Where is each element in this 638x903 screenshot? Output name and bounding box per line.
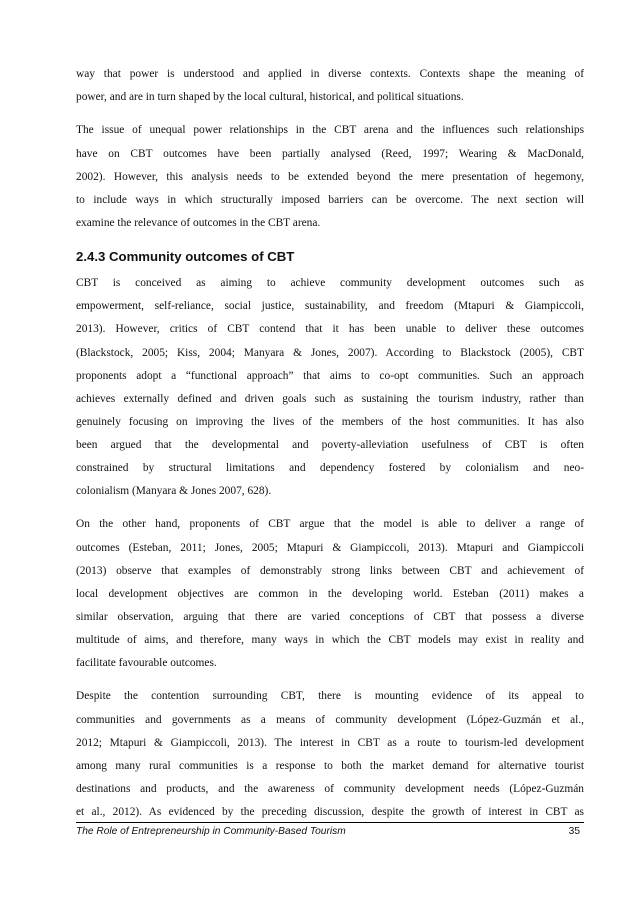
text-line: (2013) observe that examples of demonstrably strong links between CBT and achievement of <box>76 564 584 577</box>
text-line: achieves externally defined and driven goals such as sustaining the tourism industry, rather than <box>76 392 584 405</box>
footer-title: The Role of Entrepreneurship in Community-Based Tourism <box>76 826 346 837</box>
text-line: to include ways in which structurally imposed barriers can be overcome. The next section will <box>76 193 584 206</box>
section-heading: 2.4.3 Community outcomes of CBT <box>76 249 295 265</box>
text-line: destinations and products, and the awareness of community development needs (López-Guzmán <box>76 782 584 795</box>
paragraph <box>76 272 584 503</box>
footer-divider <box>76 822 584 823</box>
text-line: proponents adopt a “functional approach” that aims to co-opt communities. Such an approach <box>76 369 584 382</box>
paragraph <box>76 63 584 109</box>
text-line: 2013). However, critics of CBT contend that it has been unable to deliver these outcomes <box>76 323 584 336</box>
text-line: empowerment, self-reliance, social justice, sustainability, and freedom (Mtapuri & Giampiccoli, <box>76 300 584 313</box>
text-line: outcomes (Esteban, 2011; Jones, 2005; Mtapuri & Giampiccoli, 2013). Mtapuri and Giampiccoli <box>76 541 584 554</box>
text-line: power, and are in turn shaped by the local cultural, historical, and political situations. <box>76 91 464 104</box>
text-line: genuinely focusing on improving the lives of the members of the host communities. It has also <box>76 415 584 428</box>
text-line: local development objectives are common in the developing world. Esteban (2011) makes a <box>76 587 584 600</box>
text-line: colonialism (Manyara & Jones 2007, 628). <box>76 485 272 498</box>
text-line: et al., 2012). As evidenced by the preceding discussion, despite the growth of interest in CBT as <box>76 805 584 818</box>
paragraph <box>76 685 584 824</box>
text-line: On the other hand, proponents of CBT argue that the model is able to deliver a range of <box>76 518 584 531</box>
text-line: 2002). However, this analysis needs to be extended beyond the mere presentation of hegemony, <box>76 170 584 183</box>
text-line: been argued that the developmental and poverty-alleviation usefulness of CBT is often <box>76 438 584 451</box>
text-line: constrained by structural limitations and dependency fostered by colonialism and neo- <box>76 462 584 474</box>
text-line: similar observation, arguing that there are varied conceptions of CBT that possess a diverse <box>76 610 584 623</box>
text-line: CBT is conceived as aiming to achieve community development outcomes such as <box>76 277 584 290</box>
text-line: have on CBT outcomes have been partially analysed (Reed, 1997; Wearing & MacDonald, <box>76 147 584 160</box>
text-line: examine the relevance of outcomes in the CBT arena. <box>76 216 321 229</box>
text-line: communities and governments as a means of community development (López-Guzmán et al., <box>76 713 584 726</box>
text-line: among many rural communities is a response to both the market demand for alternative tourist <box>76 759 584 772</box>
page-body <box>76 63 584 824</box>
paragraph <box>76 513 584 675</box>
page-number: 35 <box>568 826 580 837</box>
text-line: multitude of aims, and therefore, many ways in which the CBT models may exist in reality and <box>76 633 584 646</box>
text-line: (Blackstock, 2005; Kiss, 2004; Manyara & Jones, 2007). According to Blackstock (2005), CBT <box>76 346 584 359</box>
text-line: The issue of unequal power relationships in the CBT arena and the influences such relationships <box>76 124 584 137</box>
text-line: facilitate favourable outcomes. <box>76 657 217 670</box>
paragraph <box>76 119 584 234</box>
text-line: 2012; Mtapuri & Giampiccoli, 2013). The interest in CBT as a route to tourism-led development <box>76 736 584 749</box>
text-line: way that power is understood and applied in diverse contexts. Contexts shape the meaning of <box>76 68 584 80</box>
text-line: Despite the contention surrounding CBT, there is mounting evidence of its appeal to <box>76 690 584 703</box>
page-footer <box>76 826 584 842</box>
